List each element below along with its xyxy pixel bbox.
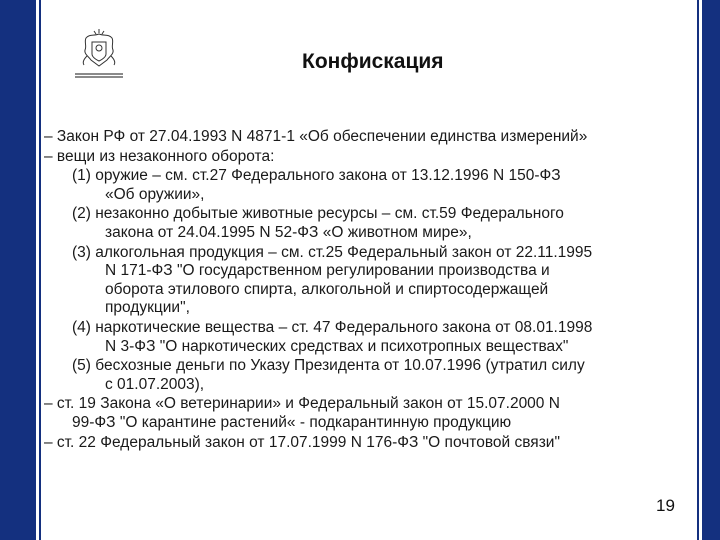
text-line: оборота этилового спирта, алкогольной и спиртосодержащей — [105, 280, 549, 298]
text-line: 99-ФЗ "О карантине растений« - подкарантинную продукцию — [72, 413, 512, 431]
text-line: N 171-ФЗ "О государственном регулировании производства и — [105, 262, 550, 280]
list-item — [44, 319, 694, 356]
list-item — [44, 205, 694, 242]
text-line: – Закон РФ от 27.04.1993 N 4871-1 «Об обеспечении единства измерений» — [44, 128, 588, 145]
text-line: (4) наркотические вещества – ст. 47 Федерального закона от 08.01.1998 — [72, 318, 593, 336]
text-line: (3) алкогольная продукция – см. ст.25 Федеральный закон от 22.11.1995 — [72, 243, 593, 261]
coat-of-arms-icon — [72, 26, 126, 82]
right-frame-bar — [702, 0, 720, 540]
list-item — [44, 434, 694, 453]
text-line: (2) незаконно добытые животные ресурсы – см. ст.59 Федерального — [72, 205, 564, 223]
list-item — [44, 395, 694, 432]
text-line: (1) оружие – см. ст.27 Федерального закона от 13.12.1996 N 150-ФЗ — [72, 167, 561, 185]
text-line: (5) бесхозные деньги по Указу Президента от 10.07.1996 (утратил силу — [72, 357, 585, 375]
right-frame-line — [697, 0, 699, 540]
text-line: продукции", — [105, 299, 190, 317]
list-item — [44, 148, 694, 167]
left-frame-line — [39, 0, 41, 540]
text-line: с 01.07.2003), — [105, 375, 205, 393]
text-line: – вещи из незаконного оборота: — [44, 147, 275, 165]
text-line: закона от 24.04.1995 N 52-ФЗ «О животном мире», — [105, 223, 472, 241]
list-item — [44, 357, 694, 394]
page-number: 19 — [656, 496, 675, 515]
text-line: – ст. 22 Федеральный закон от 17.07.1999 N 176-ФЗ "О почтовой связи" — [44, 433, 560, 451]
list-item — [44, 128, 694, 147]
text-line: «Об оружии», — [105, 185, 205, 203]
text-line: N 3-ФЗ "О наркотических средствах и психотропных веществах" — [105, 337, 569, 355]
slide-title: Конфискация — [302, 50, 444, 73]
list-item — [44, 167, 694, 204]
slide-content — [44, 128, 694, 453]
text-line: – ст. 19 Закона «О ветеринарии» и Федеральный закон от 15.07.2000 N — [44, 395, 560, 413]
left-frame-bar — [0, 0, 36, 540]
list-item — [44, 244, 694, 318]
